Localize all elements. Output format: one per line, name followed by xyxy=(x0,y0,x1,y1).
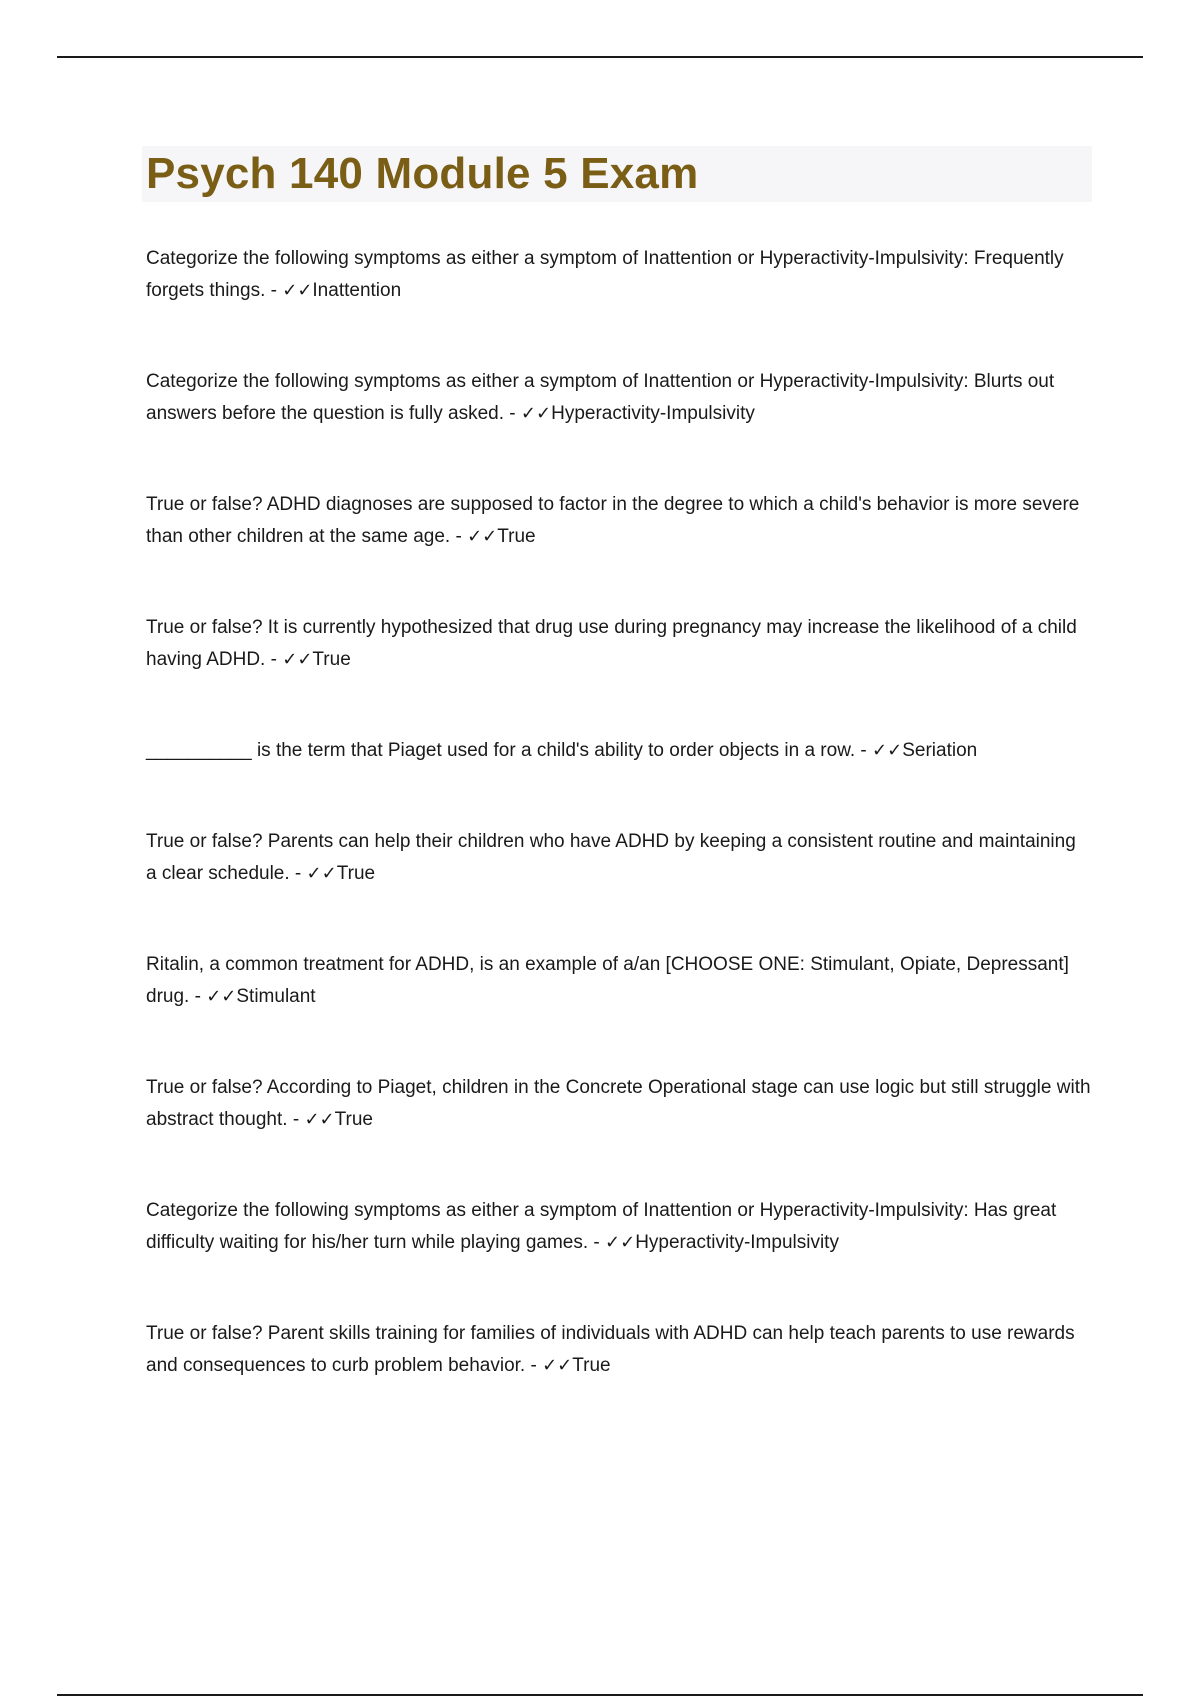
question-item-4 xyxy=(146,612,1091,676)
separator: - xyxy=(289,863,307,884)
check-mark-icon: ✓✓ xyxy=(282,649,313,670)
question-text: True or false? Parents can help their children who have ADHD by keeping a consistent routine and maintaining a clear schedule. xyxy=(146,831,1076,884)
separator: - xyxy=(265,649,283,670)
question-item-5 xyxy=(146,735,1091,767)
answer-text: True xyxy=(312,649,351,670)
question-item-9 xyxy=(146,1195,1091,1259)
check-mark-icon: ✓✓ xyxy=(520,403,552,424)
answer-text: Inattention xyxy=(312,280,402,301)
answer-text: True xyxy=(336,863,376,884)
answer-text: True xyxy=(572,1355,611,1376)
question-item-3 xyxy=(146,489,1091,553)
separator: - xyxy=(265,280,283,301)
question-text: True or false? ADHD diagnoses are supposed to factor in the degree to which a child's behavior is more severe than other children at the same age. xyxy=(146,494,1080,547)
answer-text: Hyperactivity-Impulsivity xyxy=(551,403,755,424)
page-title: Psych 140 Module 5 Exam xyxy=(146,149,699,198)
check-mark-icon: ✓✓ xyxy=(206,986,237,1007)
question-text: Categorize the following symptoms as either a symptom of Inattention or Hyperactivity-Impulsivity: Has great difficulty waiting for his/her turn while playing games. xyxy=(146,1200,1057,1253)
answer-text: Hyperactivity-Impulsivity xyxy=(635,1232,839,1253)
question-text: Ritalin, a common treatment for ADHD, is an example of a/an [CHOOSE ONE: Stimulant, Opiate, Depressant] drug. xyxy=(146,954,1069,1007)
question-list xyxy=(146,243,1091,1441)
check-mark-icon: ✓✓ xyxy=(542,1355,573,1376)
answer-text: True xyxy=(334,1109,373,1130)
bottom-rule xyxy=(57,1694,1143,1696)
separator: - xyxy=(525,1355,543,1376)
separator: - xyxy=(855,740,873,761)
separator: - xyxy=(450,526,468,547)
separator: - xyxy=(189,986,207,1007)
question-text: True or false? According to Piaget, children in the Concrete Operational stage can use logic but still struggle with abstract thought. xyxy=(146,1077,1091,1130)
check-mark-icon: ✓✓ xyxy=(467,526,498,547)
check-mark-icon: ✓✓ xyxy=(872,740,903,761)
check-mark-icon: ✓✓ xyxy=(605,1232,636,1253)
answer-text: Stimulant xyxy=(236,986,316,1007)
answer-text: Seriation xyxy=(902,740,978,761)
check-mark-icon: ✓✓ xyxy=(282,280,313,301)
question-item-6 xyxy=(146,826,1091,890)
question-item-1 xyxy=(146,243,1091,307)
question-item-7 xyxy=(146,949,1091,1013)
separator: - xyxy=(287,1109,305,1130)
question-text: Categorize the following symptoms as either a symptom of Inattention or Hyperactivity-Impulsivity: Blurts out answers before the question is fully asked. xyxy=(146,371,1055,424)
question-text: True or false? Parent skills training for families of individuals with ADHD can help teach parents to use rewards and consequences to curb problem behavior. xyxy=(146,1323,1075,1376)
question-text: Categorize the following symptoms as either a symptom of Inattention or Hyperactivity-Impulsivity: Frequently forgets things. xyxy=(146,248,1064,301)
question-text: True or false? It is currently hypothesized that drug use during pregnancy may increase the likelihood of a child having ADHD. xyxy=(146,617,1077,670)
separator: - xyxy=(588,1232,606,1253)
question-item-8 xyxy=(146,1072,1091,1136)
answer-text: True xyxy=(497,526,536,547)
question-text: __________ is the term that Piaget used for a child's ability to order objects in a row. xyxy=(146,740,856,761)
top-rule xyxy=(57,56,1143,58)
check-mark-icon: ✓✓ xyxy=(304,1109,335,1130)
question-item-10 xyxy=(146,1318,1091,1382)
separator: - xyxy=(504,403,521,424)
check-mark-icon: ✓✓ xyxy=(306,863,337,884)
question-item-2 xyxy=(146,366,1091,430)
